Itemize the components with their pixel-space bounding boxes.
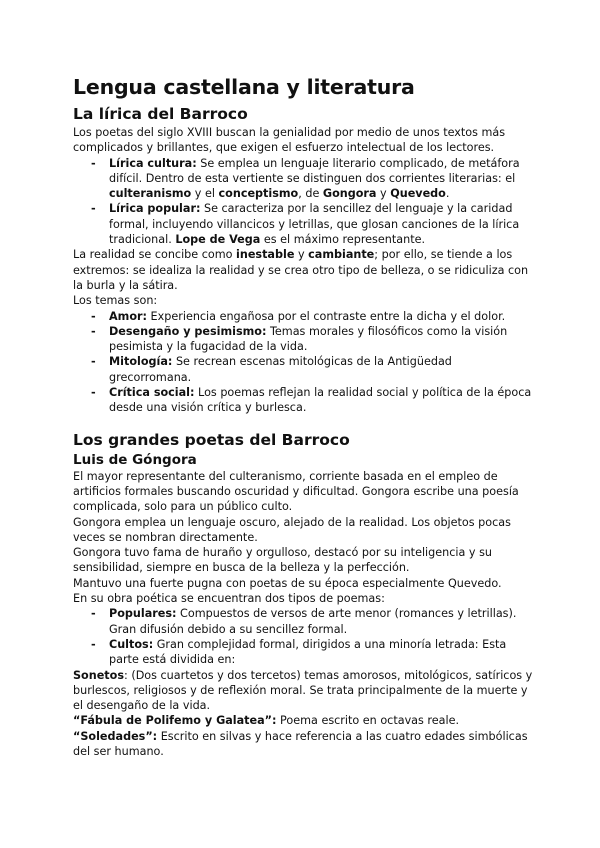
subheading-gongora: Luis de Góngora xyxy=(73,451,197,468)
gongora-paragraph: Gongora emplea un lenguaje oscuro, alejado de la realidad. Los objetos pocas veces se nombran directamente. xyxy=(73,515,511,544)
bullet-dash: - xyxy=(91,607,96,621)
list-item: - Cultos: Gran complejidad formal, dirigidos a una minoría letrada: Esta parte está dividida en: xyxy=(91,637,507,667)
list-item: - Crítica social: Los poemas reflejan la realidad social y política de la época desde una visión crítica y burlesca. xyxy=(91,386,532,415)
sonetos-paragraph: Sonetos: (Dos cuartetos y dos tercetos) temas amorosos, mitológicos, satíricos y burlescos, religiosos y de reflexión moral. Se trata principalmente de la muerte y el desengaño de la vida. xyxy=(73,668,533,713)
gongora-paragraph: El mayor representante del culteranismo, corriente basada en el empleo de artificios formales buscando oscuridad y dificultad. Gongora escribe una poesía complicada, solo para un público culto. xyxy=(73,469,519,514)
gongora-paragraph: Gongora tuvo fama de huraño y orgulloso, destacó por su inteligencia y su sensibilidad, siempre en busca de la belleza y la perfección. xyxy=(73,546,493,575)
bullet-dash: - xyxy=(91,156,96,170)
gongora-paragraph: Mantuvo una fuerte pugna con poetas de su época especialmente Quevedo. xyxy=(73,576,502,590)
list-item: - Mitología: Se recrean escenas mitológicas de la Antigüedad grecorromana. xyxy=(91,355,452,384)
gongora-paragraph: En su obra poética se encuentran dos tipos de poemas: xyxy=(73,592,385,606)
bullet-dash: - xyxy=(91,324,96,338)
list-item: - Lírica popular: Se caracteriza por la sencillez del lenguaje y la caridad formal, incluyendo villancicos y letrillas, que glosan canciones de la lírica tradicional. Lope de Vega es el máximo representante. xyxy=(91,202,520,247)
fabula-paragraph: “Fábula de Polifemo y Galatea”: Poema escrito en octavas reale. xyxy=(73,714,460,728)
themes-label: Los temas son: xyxy=(73,294,158,308)
realidad-paragraph: La realidad se concibe como inestable y cambiante; por ello, se tiende a los extremos: se idealiza la realidad y se crea otro tipo de belleza, o se ridiculiza con la burla y la sátira. xyxy=(73,248,529,292)
bullet-dash: - xyxy=(91,202,96,216)
soledades-paragraph: “Soledades”: Escrito en silvas y hace referencia a las cuatro edades simbólicas del ser humano. xyxy=(73,729,528,758)
list-item: - Lírica cultura: Se emplea un lenguaje literario complicado, de metáfora difícil. Dentro de esta vertiente se distinguen dos corrientes literarias: el culteranismo y el conceptismo, de Gongora y Quevedo. xyxy=(91,156,520,201)
intro-paragraph: Los poetas del siglo XVIII buscan la genialidad por medio de unos textos más complicados y brillantes, que exigen el esfuerzo intelectual de los lectores. xyxy=(73,126,506,155)
list-item: - Populares: Compuestos de versos de arte menor (romances y letrillas). Gran difusión debido a su sencillez formal. xyxy=(91,607,517,636)
document-page xyxy=(73,74,533,759)
section-heading-poetas: Los grandes poetas del Barroco xyxy=(73,430,350,449)
lirica-types-list xyxy=(73,156,533,248)
document-title: Lengua castellana y literatura xyxy=(73,75,415,99)
bullet-dash: - xyxy=(91,637,96,651)
bullet-dash: - xyxy=(91,386,96,400)
list-item: - Amor: Experiencia engañosa por el contraste entre la dicha y el dolor. xyxy=(91,309,506,323)
bullet-dash: - xyxy=(91,309,96,323)
poem-types-list xyxy=(73,606,533,667)
bullet-dash: - xyxy=(91,355,96,369)
themes-list xyxy=(73,309,533,416)
list-item: - Desengaño y pesimismo: Temas morales y filosóficos como la visión pesimista y la fugacidad de la vida. xyxy=(91,324,508,354)
section-heading-lirica: La lírica del Barroco xyxy=(73,105,248,123)
